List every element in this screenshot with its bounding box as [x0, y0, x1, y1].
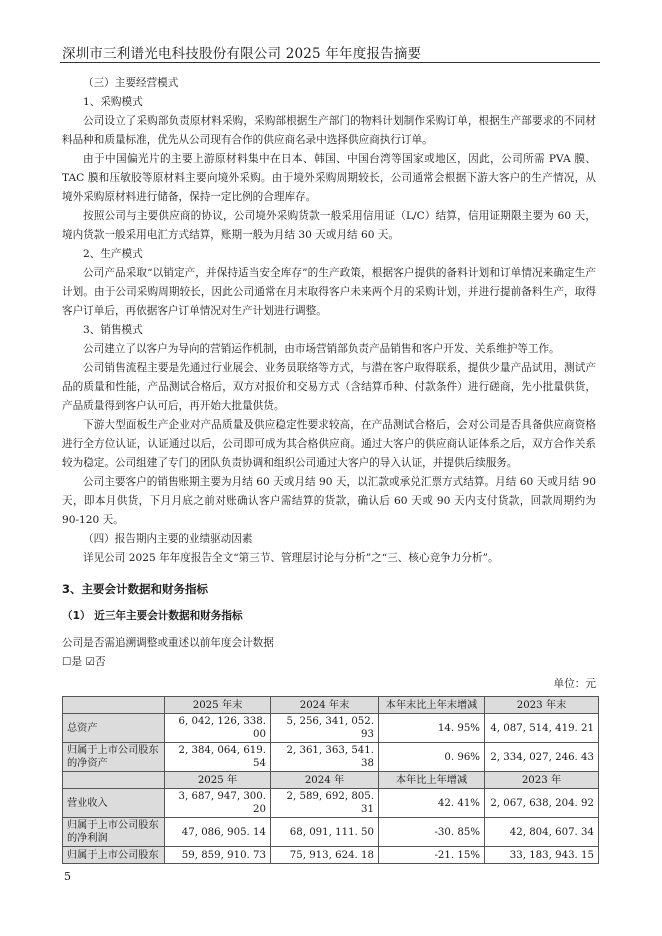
table-cell: 4, 087, 514, 419. 21	[485, 714, 599, 743]
table-row	[63, 789, 599, 818]
production-heading: 2、生产模式	[83, 248, 143, 260]
business-model-heading: （三）主要经营模式	[83, 77, 179, 89]
table-cell: 2, 361, 363, 541. 38	[271, 743, 379, 772]
row-label: 归属于上市公司股东的净资产	[63, 743, 165, 772]
table-cell: 68, 091, 111. 50	[271, 818, 379, 847]
table-cell: 42, 804, 607. 34	[485, 818, 599, 847]
table-cell: 2, 067, 638, 204. 92	[485, 789, 599, 818]
page-number: 5	[64, 870, 71, 883]
table-cell: 14. 95%	[379, 714, 485, 743]
table-row	[63, 818, 599, 847]
row-label: 营业收入	[63, 789, 165, 818]
table-header-row	[63, 772, 599, 789]
table-header-cell	[63, 697, 165, 714]
production-paragraph-1: 公司产品采取“以销定产，并保持适当安全库存”的生产政策，根据客户提供的备料计划和订单情况来确定生产计划。由于公司采购周期较长，因此公司通常在月末取得客户未来两个月的采购计划，并进行提前备料生产，取得客户订单后，再依据客户订单情况对生产计划进行调整。	[62, 267, 596, 317]
table-cell: 0. 96%	[379, 743, 485, 772]
table-header-cell: 本年比上年增减	[379, 772, 485, 789]
row-label: 总资产	[63, 714, 165, 743]
table-cell: 42. 41%	[379, 789, 485, 818]
table-header-cell: 2023 年末	[485, 697, 599, 714]
table-row	[63, 743, 599, 772]
table-cell: 2, 334, 027, 246. 43	[485, 743, 599, 772]
sales-paragraph-4: 公司主要客户的销售账期主要为月结 60 天或月结 90 天，以汇款或承兑汇票方式结算。月结 60 天或月结 90 天，即本月供货，下月月底之前对账确认客户需结算的货款，确认后 60 天或 90 天内支付货款，回款周期约为 90-120 天。	[62, 476, 596, 526]
sales-paragraph-1: 公司建立了以客户为导向的营销运作机制，由市场营销部负责产品销售和客户开发、关系维护等工作。	[83, 343, 560, 355]
table-header-cell: 2024 年	[271, 772, 379, 789]
procurement-paragraph-1: 公司设立了采购部负责原材料采购，采购部根据生产部门的物料计划制作采购订单，根据生产部要求的不同材料品种和质量标准，优先从公司现有合作的供应商名录中选择供应商执行订单。	[62, 115, 596, 146]
header-divider	[60, 62, 600, 63]
drivers-heading: （四）报告期内主要的业绩驱动因素	[83, 533, 253, 545]
table-cell: 33, 183, 943. 15	[485, 847, 599, 864]
table-cell: 59, 859, 910. 73	[165, 847, 271, 864]
procurement-heading: 1、采购模式	[83, 96, 143, 108]
table-cell: 2, 384, 064, 619. 54	[165, 743, 271, 772]
sales-paragraph-2: 公司销售流程主要是先通过行业展会、业务员联络等方式，与潜在客户取得联系，提供少量产品试用，测试产品的质量和性能，产品测试合格后，双方对报价和交易方式（含结算币种、付款条件）进行磋商，先小批量供货，产品质量得到客户认可后，再开始大批量供货。	[62, 362, 596, 412]
table-row	[63, 714, 599, 743]
table-cell: 3, 687, 947, 300. 20	[165, 789, 271, 818]
table-cell: 5, 256, 341, 052. 93	[271, 714, 379, 743]
table-cell: 2, 589, 692, 805. 31	[271, 789, 379, 818]
table-row	[63, 847, 599, 864]
table-header-row	[63, 697, 599, 714]
report-body	[62, 74, 596, 864]
row-label: 归属于上市公司股东的净利润	[63, 818, 165, 847]
table-header-cell	[63, 772, 165, 789]
table-header-cell: 2023 年	[485, 772, 599, 789]
procurement-paragraph-2: 由于中国偏光片的主要上游原材料集中在日本、韩国、中国台湾等国家或地区，因此，公司所需 PVA 膜、TAC 膜和压敏胶等原材料主要向境外采购。由于境外采购周期较长，公司通常会根据下游大客户的生产情况，从境外采购原材料进行储备，保持一定比例的合理库存。	[62, 153, 596, 203]
report-header-title: 深圳市三利谱光电科技股份有限公司 2025 年年度报告摘要	[62, 46, 422, 62]
table-header-cell: 2024 年末	[271, 697, 379, 714]
table-cell: -21. 15%	[379, 847, 485, 864]
accounting-heading: 3、主要会计数据和财务指标	[62, 582, 209, 596]
row-label: 归属于上市公司股东	[63, 847, 165, 864]
unit-label: 单位：元	[553, 678, 596, 690]
drivers-paragraph-1: 详见公司 2025 年年度报告全文“第三节、管理层讨论与分析”之“三、核心竞争力分析”。	[83, 552, 499, 564]
table-cell: 75, 913, 624. 18	[271, 847, 379, 864]
financial-data-table	[62, 696, 599, 864]
table-header-cell: 2025 年	[165, 772, 271, 789]
table-cell: -30. 85%	[379, 818, 485, 847]
table-header-cell: 2025 年末	[165, 697, 271, 714]
restate-answer-checkbox: ☐是 ☑否	[62, 656, 106, 668]
table-header-cell: 本年末比上年末增减	[379, 697, 485, 714]
restate-question: 公司是否需追溯调整或重述以前年度会计数据	[62, 637, 274, 649]
accounting-subheading: （1） 近三年主要会计数据和财务指标	[62, 610, 243, 622]
procurement-paragraph-3: 按照公司与主要供应商的协议，公司境外采购货款一般采用信用证（L/C）结算，信用证期限主要为 60 天，境内货款一般采用电汇方式结算，账期一般为月结 30 天或月结 60 天。	[62, 210, 596, 241]
table-cell: 47, 086, 905. 14	[165, 818, 271, 847]
sales-paragraph-3: 下游大型面板生产企业对产品质量及供应稳定性要求较高，在产品测试合格后，会对公司是否具备供应商资格进行全方位认证，认证通过以后，公司即可成为其合格供应商。通过大客户的供应商认证体系之后，双方合作关系较为稳定。公司组建了专门的团队负责协调和组织公司通过大客户的导入认证，并提供后续服务。	[62, 419, 596, 469]
table-cell: 6, 042, 126, 338. 00	[165, 714, 271, 743]
sales-heading: 3、销售模式	[83, 324, 143, 336]
